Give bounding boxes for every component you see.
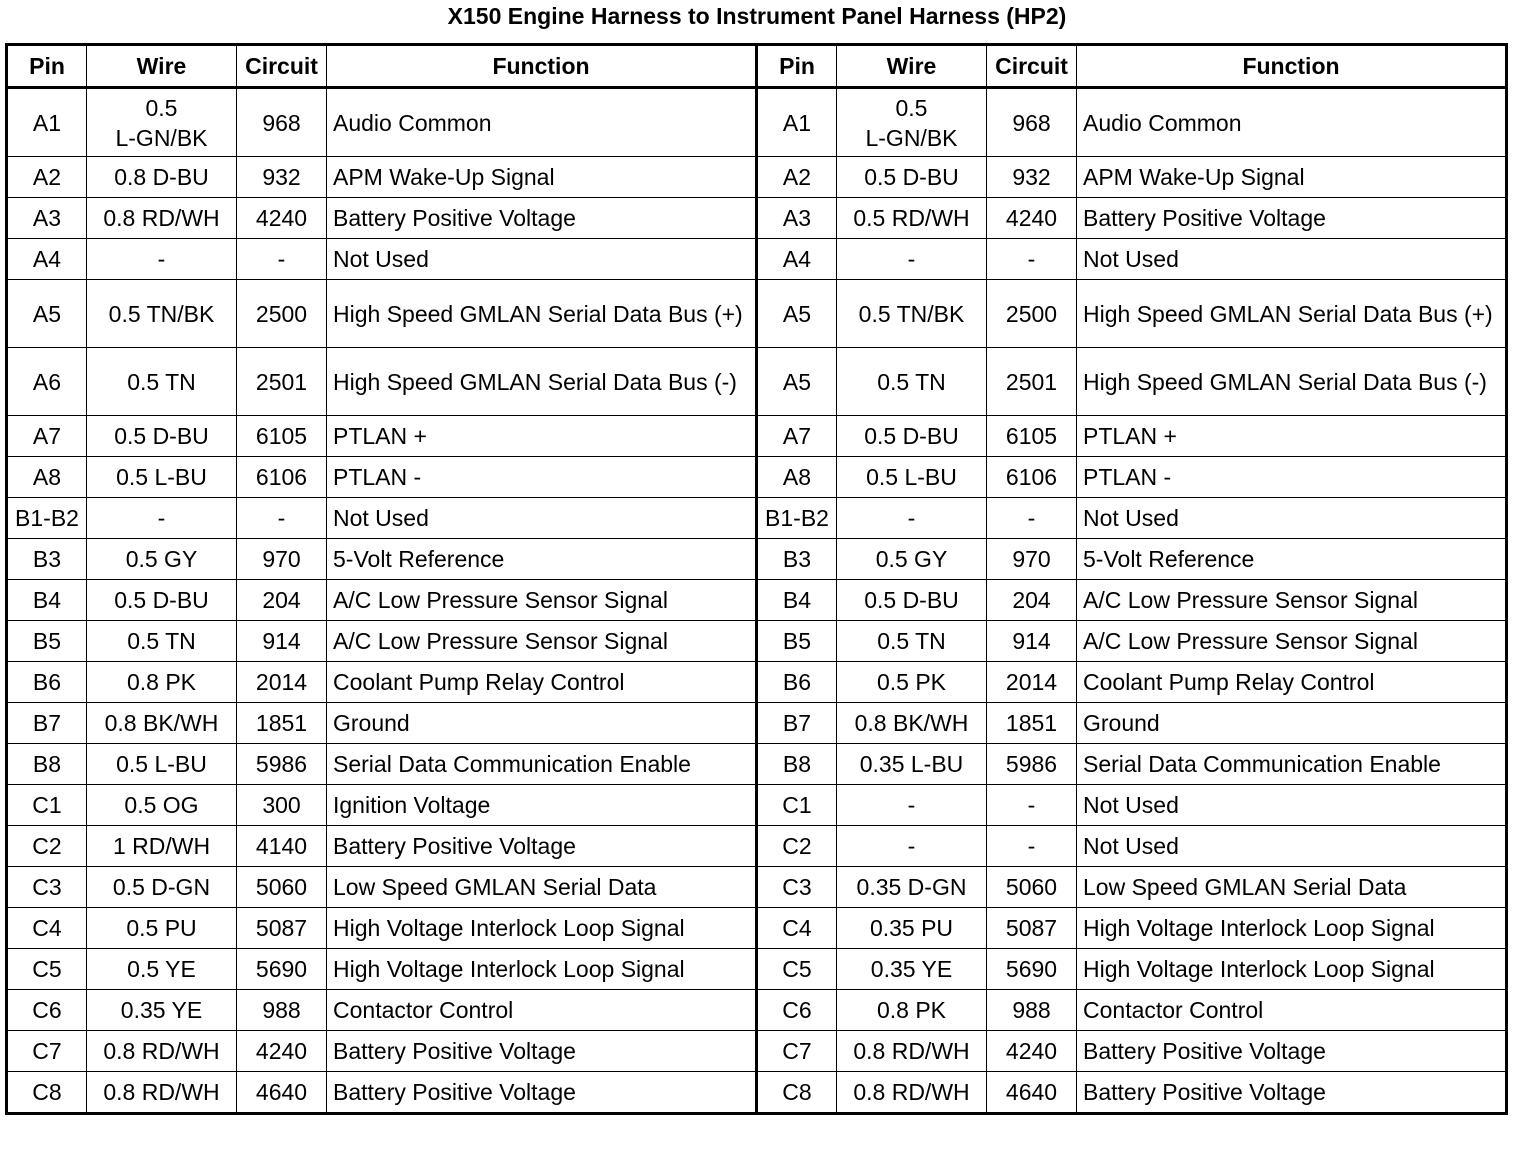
- function-cell: Contactor Control: [327, 990, 757, 1031]
- circuit-cell: 968: [987, 88, 1077, 157]
- circuit-cell: 5986: [237, 744, 327, 785]
- function-cell: Low Speed GMLAN Serial Data: [1077, 867, 1507, 908]
- wire-cell: 0.35 YE: [837, 949, 987, 990]
- pin-cell: A2: [7, 157, 87, 198]
- circuit-cell: 4640: [237, 1072, 327, 1114]
- function-cell: Battery Positive Voltage: [327, 198, 757, 239]
- circuit-cell: 914: [987, 621, 1077, 662]
- pin-cell: B8: [757, 744, 837, 785]
- wire-cell: 0.8 RD/WH: [837, 1031, 987, 1072]
- circuit-cell: 5060: [987, 867, 1077, 908]
- pin-cell: C3: [757, 867, 837, 908]
- pinout-table: [5, 43, 1508, 1115]
- pin-cell: B6: [757, 662, 837, 703]
- function-cell: High Voltage Interlock Loop Signal: [327, 949, 757, 990]
- function-cell: High Speed GMLAN Serial Data Bus (+): [1077, 280, 1507, 348]
- circuit-cell: 5087: [987, 908, 1077, 949]
- wire-cell: 0.8 RD/WH: [87, 1072, 237, 1114]
- table-row: [7, 198, 1507, 239]
- pin-cell: A2: [757, 157, 837, 198]
- wire-cell: 0.5 PU: [87, 908, 237, 949]
- pin-cell: B5: [757, 621, 837, 662]
- circuit-cell: 2500: [237, 280, 327, 348]
- circuit-cell: 914: [237, 621, 327, 662]
- pin-cell: B4: [757, 580, 837, 621]
- pin-cell: C8: [757, 1072, 837, 1114]
- wire-cell: 0.8 PK: [87, 662, 237, 703]
- table-row: [7, 157, 1507, 198]
- circuit-cell: 6106: [237, 457, 327, 498]
- wire-cell: 0.5 D-GN: [87, 867, 237, 908]
- table-row: [7, 621, 1507, 662]
- function-cell: Battery Positive Voltage: [327, 826, 757, 867]
- circuit-cell: 2014: [987, 662, 1077, 703]
- pin-cell: B5: [7, 621, 87, 662]
- function-cell: Serial Data Communication Enable: [327, 744, 757, 785]
- wire-cell: 0.5 GY: [87, 539, 237, 580]
- function-cell: Not Used: [327, 498, 757, 539]
- function-cell: Not Used: [1077, 239, 1507, 280]
- circuit-cell: 5986: [987, 744, 1077, 785]
- wire-cell: 0.5 L-BU: [837, 457, 987, 498]
- wire-cell: 0.8 RD/WH: [87, 1031, 237, 1072]
- function-cell: PTLAN -: [1077, 457, 1507, 498]
- pin-cell: B3: [7, 539, 87, 580]
- wire-cell: -: [837, 826, 987, 867]
- function-cell: PTLAN +: [1077, 416, 1507, 457]
- wire-cell: 0.5 TN/BK: [837, 280, 987, 348]
- function-cell: A/C Low Pressure Sensor Signal: [327, 621, 757, 662]
- table-row: [7, 826, 1507, 867]
- circuit-cell: 5087: [237, 908, 327, 949]
- pin-cell: A4: [7, 239, 87, 280]
- pin-cell: A5: [7, 280, 87, 348]
- wire-cell: 0.5 D-BU: [837, 416, 987, 457]
- function-cell: Coolant Pump Relay Control: [327, 662, 757, 703]
- wire-cell: 0.5 TN: [837, 621, 987, 662]
- wire-cell: 0.5 RD/WH: [837, 198, 987, 239]
- pin-cell: B6: [7, 662, 87, 703]
- table-row: [7, 580, 1507, 621]
- table-row: [7, 539, 1507, 580]
- pin-cell: A1: [7, 88, 87, 157]
- function-cell: High Speed GMLAN Serial Data Bus (-): [327, 348, 757, 416]
- pin-cell: C2: [757, 826, 837, 867]
- wire-cell: 0.5 L-GN/BK: [87, 88, 237, 157]
- wire-cell: 1 RD/WH: [87, 826, 237, 867]
- circuit-cell: 2501: [987, 348, 1077, 416]
- function-cell: Serial Data Communication Enable: [1077, 744, 1507, 785]
- pin-cell: A7: [7, 416, 87, 457]
- wire-cell: 0.5 GY: [837, 539, 987, 580]
- function-cell: Battery Positive Voltage: [327, 1031, 757, 1072]
- function-cell: Battery Positive Voltage: [327, 1072, 757, 1114]
- pin-cell: C5: [757, 949, 837, 990]
- wire-cell: 0.35 PU: [837, 908, 987, 949]
- function-cell: 5-Volt Reference: [1077, 539, 1507, 580]
- function-cell: High Voltage Interlock Loop Signal: [327, 908, 757, 949]
- table-row: [7, 416, 1507, 457]
- function-cell: 5-Volt Reference: [327, 539, 757, 580]
- circuit-cell: 4240: [987, 1031, 1077, 1072]
- pin-cell: A5: [757, 348, 837, 416]
- pin-cell: B7: [7, 703, 87, 744]
- circuit-cell: 5060: [237, 867, 327, 908]
- table-row: [7, 239, 1507, 280]
- header-pin: Pin: [7, 45, 87, 88]
- table-row: [7, 457, 1507, 498]
- circuit-cell: 6105: [237, 416, 327, 457]
- wire-cell: -: [87, 498, 237, 539]
- pin-cell: C4: [757, 908, 837, 949]
- function-cell: A/C Low Pressure Sensor Signal: [1077, 621, 1507, 662]
- circuit-cell: 2501: [237, 348, 327, 416]
- table-row: [7, 88, 1507, 157]
- function-cell: Not Used: [1077, 785, 1507, 826]
- circuit-cell: 5690: [987, 949, 1077, 990]
- table-row: [7, 785, 1507, 826]
- pin-cell: A3: [7, 198, 87, 239]
- function-cell: Not Used: [327, 239, 757, 280]
- table-row: [7, 498, 1507, 539]
- pin-cell: C7: [7, 1031, 87, 1072]
- function-cell: APM Wake-Up Signal: [327, 157, 757, 198]
- wire-cell: 0.8 PK: [837, 990, 987, 1031]
- page-title: X150 Engine Harness to Instrument Panel Harness (HP2): [447, 3, 1067, 29]
- header-function: Function: [327, 45, 757, 88]
- table-body: [7, 88, 1507, 1114]
- function-cell: Not Used: [1077, 498, 1507, 539]
- wire-cell: 0.35 L-BU: [837, 744, 987, 785]
- function-cell: Audio Common: [327, 88, 757, 157]
- wire-cell: -: [837, 498, 987, 539]
- circuit-cell: 4640: [987, 1072, 1077, 1114]
- wire-cell: 0.8 RD/WH: [87, 198, 237, 239]
- function-cell: High Voltage Interlock Loop Signal: [1077, 908, 1507, 949]
- function-cell: Audio Common: [1077, 88, 1507, 157]
- function-cell: Contactor Control: [1077, 990, 1507, 1031]
- wire-cell: 0.5 PK: [837, 662, 987, 703]
- pin-cell: B1-B2: [7, 498, 87, 539]
- function-cell: Ground: [327, 703, 757, 744]
- function-cell: APM Wake-Up Signal: [1077, 157, 1507, 198]
- circuit-cell: 2500: [987, 280, 1077, 348]
- table-row: [7, 908, 1507, 949]
- header-wire: Wire: [837, 45, 987, 88]
- table-row: [7, 1072, 1507, 1114]
- wire-cell: 0.5 L-GN/BK: [837, 88, 987, 157]
- function-cell: Ground: [1077, 703, 1507, 744]
- table-row: [7, 867, 1507, 908]
- wire-cell: -: [837, 239, 987, 280]
- wire-cell: 0.5 YE: [87, 949, 237, 990]
- pin-cell: C8: [7, 1072, 87, 1114]
- wire-cell: 0.5 D-BU: [837, 157, 987, 198]
- circuit-cell: 5690: [237, 949, 327, 990]
- pin-cell: A8: [7, 457, 87, 498]
- pin-cell: C3: [7, 867, 87, 908]
- wire-cell: 0.35 D-GN: [837, 867, 987, 908]
- circuit-cell: 970: [237, 539, 327, 580]
- pin-cell: A1: [757, 88, 837, 157]
- circuit-cell: -: [987, 785, 1077, 826]
- circuit-cell: 988: [237, 990, 327, 1031]
- pin-cell: B8: [7, 744, 87, 785]
- wire-cell: 0.5 D-BU: [87, 416, 237, 457]
- function-cell: Low Speed GMLAN Serial Data: [327, 867, 757, 908]
- pin-cell: B3: [757, 539, 837, 580]
- pin-cell: C6: [757, 990, 837, 1031]
- pin-cell: C1: [7, 785, 87, 826]
- function-cell: High Voltage Interlock Loop Signal: [1077, 949, 1507, 990]
- function-cell: PTLAN +: [327, 416, 757, 457]
- pin-cell: A8: [757, 457, 837, 498]
- circuit-cell: -: [987, 498, 1077, 539]
- wire-cell: 0.8 RD/WH: [837, 1072, 987, 1114]
- wire-cell: 0.8 BK/WH: [87, 703, 237, 744]
- header-circuit: Circuit: [987, 45, 1077, 88]
- function-cell: High Speed GMLAN Serial Data Bus (-): [1077, 348, 1507, 416]
- wire-cell: 0.5 L-BU: [87, 457, 237, 498]
- pin-cell: C5: [7, 949, 87, 990]
- circuit-cell: -: [987, 826, 1077, 867]
- pin-cell: A7: [757, 416, 837, 457]
- circuit-cell: 204: [237, 580, 327, 621]
- pin-cell: A6: [7, 348, 87, 416]
- wire-cell: 0.8 D-BU: [87, 157, 237, 198]
- function-cell: Battery Positive Voltage: [1077, 198, 1507, 239]
- function-cell: Not Used: [1077, 826, 1507, 867]
- circuit-cell: -: [237, 239, 327, 280]
- wire-cell: 0.5 TN: [87, 621, 237, 662]
- wire-cell: 0.5 TN/BK: [87, 280, 237, 348]
- table-row: [7, 703, 1507, 744]
- circuit-cell: -: [237, 498, 327, 539]
- function-cell: Battery Positive Voltage: [1077, 1031, 1507, 1072]
- circuit-cell: 6106: [987, 457, 1077, 498]
- wire-cell: 0.5 TN: [87, 348, 237, 416]
- circuit-cell: 4240: [987, 198, 1077, 239]
- header-circuit: Circuit: [237, 45, 327, 88]
- circuit-cell: 6105: [987, 416, 1077, 457]
- table-row: [7, 280, 1507, 348]
- circuit-cell: 4240: [237, 1031, 327, 1072]
- circuit-cell: -: [987, 239, 1077, 280]
- circuit-cell: 932: [987, 157, 1077, 198]
- circuit-cell: 2014: [237, 662, 327, 703]
- wire-cell: -: [837, 785, 987, 826]
- circuit-cell: 4240: [237, 198, 327, 239]
- pin-cell: A5: [757, 280, 837, 348]
- function-cell: High Speed GMLAN Serial Data Bus (+): [327, 280, 757, 348]
- pin-cell: A4: [757, 239, 837, 280]
- pin-cell: C4: [7, 908, 87, 949]
- wire-cell: 0.8 BK/WH: [837, 703, 987, 744]
- function-cell: Battery Positive Voltage: [1077, 1072, 1507, 1114]
- wire-cell: 0.5 TN: [837, 348, 987, 416]
- circuit-cell: 1851: [987, 703, 1077, 744]
- circuit-cell: 968: [237, 88, 327, 157]
- function-cell: A/C Low Pressure Sensor Signal: [327, 580, 757, 621]
- header-function: Function: [1077, 45, 1507, 88]
- pin-cell: B4: [7, 580, 87, 621]
- circuit-cell: 1851: [237, 703, 327, 744]
- circuit-cell: 204: [987, 580, 1077, 621]
- function-cell: A/C Low Pressure Sensor Signal: [1077, 580, 1507, 621]
- pin-cell: C2: [7, 826, 87, 867]
- pin-cell: C7: [757, 1031, 837, 1072]
- circuit-cell: 300: [237, 785, 327, 826]
- wire-cell: 0.5 D-BU: [837, 580, 987, 621]
- wire-cell: 0.35 YE: [87, 990, 237, 1031]
- circuit-cell: 932: [237, 157, 327, 198]
- table-row: [7, 744, 1507, 785]
- pin-cell: A3: [757, 198, 837, 239]
- wire-cell: 0.5 D-BU: [87, 580, 237, 621]
- circuit-cell: 4140: [237, 826, 327, 867]
- wire-cell: 0.5 L-BU: [87, 744, 237, 785]
- table-row: [7, 662, 1507, 703]
- function-cell: Ignition Voltage: [327, 785, 757, 826]
- pin-cell: B7: [757, 703, 837, 744]
- circuit-cell: 988: [987, 990, 1077, 1031]
- function-cell: PTLAN -: [327, 457, 757, 498]
- table-row: [7, 990, 1507, 1031]
- wire-cell: -: [87, 239, 237, 280]
- pin-cell: B1-B2: [757, 498, 837, 539]
- circuit-cell: 970: [987, 539, 1077, 580]
- function-cell: Coolant Pump Relay Control: [1077, 662, 1507, 703]
- header-wire: Wire: [87, 45, 237, 88]
- pin-cell: C6: [7, 990, 87, 1031]
- pin-cell: C1: [757, 785, 837, 826]
- table-row: [7, 1031, 1507, 1072]
- table-row: [7, 348, 1507, 416]
- table-row: [7, 949, 1507, 990]
- wire-cell: 0.5 OG: [87, 785, 237, 826]
- header-pin: Pin: [757, 45, 837, 88]
- header-row: [7, 45, 1507, 88]
